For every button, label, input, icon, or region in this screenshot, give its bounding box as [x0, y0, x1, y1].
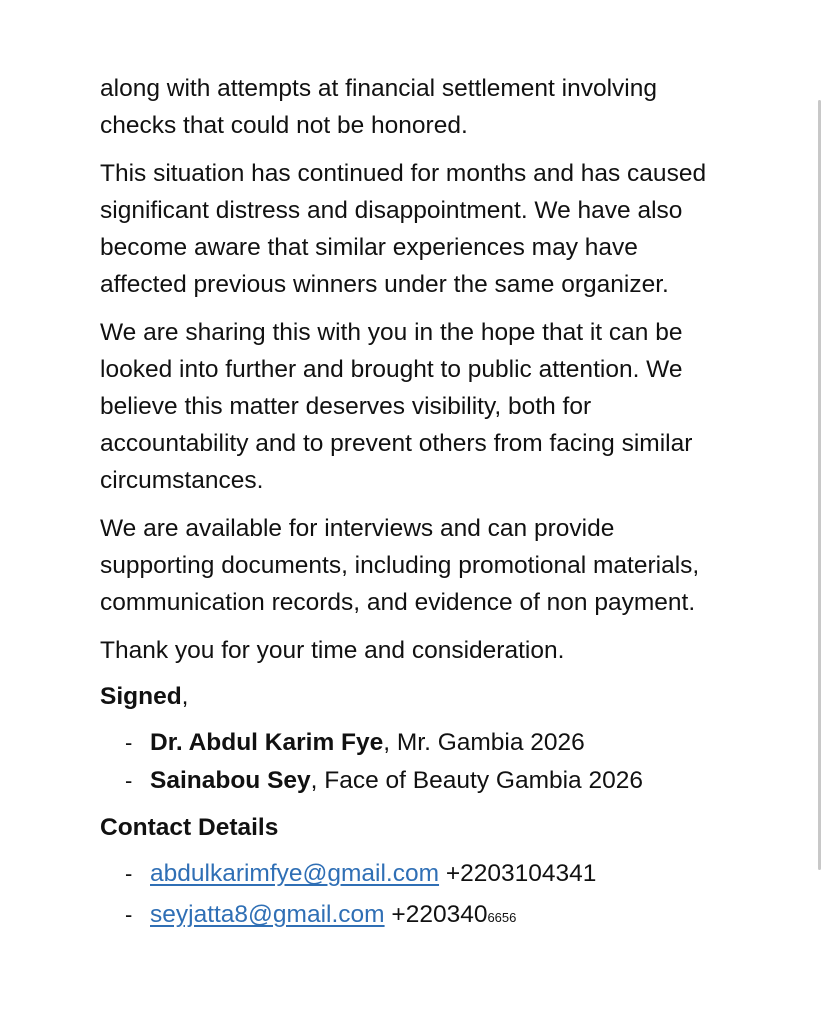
paragraph-availability: We are available for interviews and can provide supporting documents, including promotional materials, communication records, and evidence of non payment.	[100, 515, 700, 616]
contact-heading: Contact Details	[100, 814, 279, 841]
signatory-title: , Mr. Gambia 2026	[383, 729, 585, 756]
dash-bullet: -	[125, 902, 133, 927]
list-item	[100, 724, 730, 762]
email-link[interactable]: abdulkarimfye@gmail.com	[150, 860, 440, 887]
contact-list	[100, 855, 730, 937]
dash-bullet: -	[125, 768, 133, 793]
dash-bullet: -	[125, 861, 133, 886]
signatory-name: Dr. Abdul Karim Fye	[150, 729, 384, 756]
scrollbar[interactable]	[818, 100, 821, 870]
signed-word: Signed	[100, 683, 182, 710]
signed-comma: ,	[181, 683, 189, 710]
signatory-list	[100, 724, 730, 800]
list-item	[100, 896, 730, 937]
phone-number-small: 6656	[487, 910, 517, 925]
signed-label	[100, 678, 730, 715]
dash-bullet: -	[125, 730, 133, 755]
paragraph-situation: This situation has continued for months and has caused significant distress and disappointment. We have also become aware that similar experiences may have affected previous winners under the same organizer.	[100, 160, 707, 298]
paragraph-settlement: along with attempts at financial settlement involving checks that could not be honored.	[100, 75, 657, 139]
paragraph-thanks: Thank you for your time and consideration.	[100, 637, 565, 664]
signatory-name: Sainabou Sey	[150, 767, 311, 794]
phone-number: +220340	[391, 901, 488, 928]
signatory-title: , Face of Beauty Gambia 2026	[310, 767, 643, 794]
document-body	[100, 70, 730, 946]
paragraph-sharing: We are sharing this with you in the hope that it can be looked into further and brought to public attention. We believe this matter deserves visibility, both for accountability and to prevent others from facing similar circumstances.	[100, 319, 693, 494]
list-item	[100, 855, 730, 896]
email-link[interactable]: seyjatta8@gmail.com	[150, 901, 385, 928]
phone-number: +2203104341	[445, 860, 597, 887]
list-item	[100, 762, 730, 800]
